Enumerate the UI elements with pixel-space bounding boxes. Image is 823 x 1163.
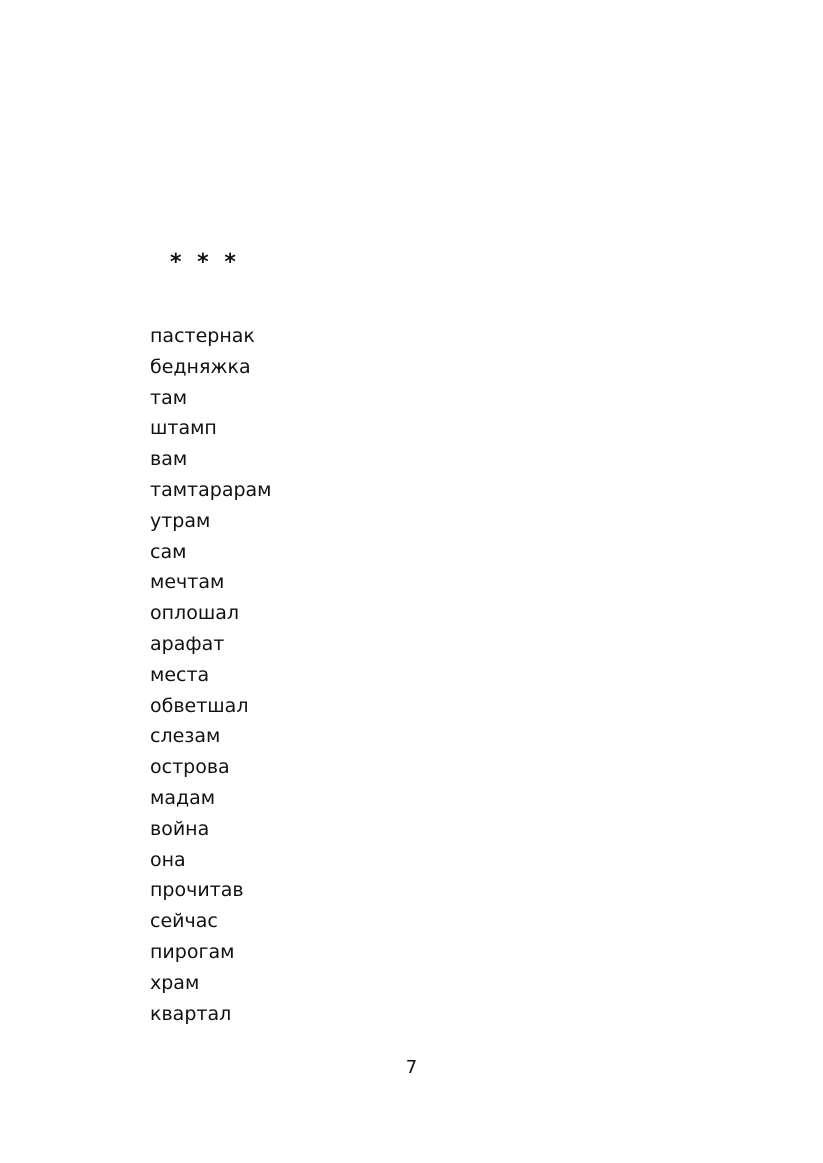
- poem-line: места: [150, 663, 210, 686]
- poem-line: квартал: [150, 1002, 232, 1025]
- section-divider: * * *: [170, 250, 240, 275]
- poem-line: сейчас: [150, 910, 218, 933]
- poem-line: арафат: [150, 632, 225, 655]
- poem-line: она: [150, 848, 186, 871]
- poem-line: тамтарарам: [150, 478, 272, 501]
- poem-line: сам: [150, 540, 187, 563]
- poem-text: [150, 321, 272, 1029]
- poem-line: бедняжка: [150, 355, 251, 378]
- poem-line: вам: [150, 448, 188, 471]
- poem-line: оплошал: [150, 602, 239, 625]
- poem-line: мечтам: [150, 571, 225, 594]
- poem-line: храм: [150, 971, 200, 994]
- page-number: 7: [405, 1057, 418, 1078]
- poem-line: слезам: [150, 725, 221, 748]
- poem-line: обветшал: [150, 694, 249, 717]
- poem-line: утрам: [150, 509, 211, 532]
- poem-line: штамп: [150, 417, 217, 440]
- poem-line: война: [150, 817, 210, 840]
- poem-line: мадам: [150, 786, 216, 809]
- poem-line: пастернак: [150, 325, 255, 347]
- poem-line: пирогам: [150, 940, 235, 963]
- poem-line: там: [150, 386, 188, 409]
- poem-line: прочитав: [150, 879, 244, 902]
- poem-line: острова: [150, 756, 230, 779]
